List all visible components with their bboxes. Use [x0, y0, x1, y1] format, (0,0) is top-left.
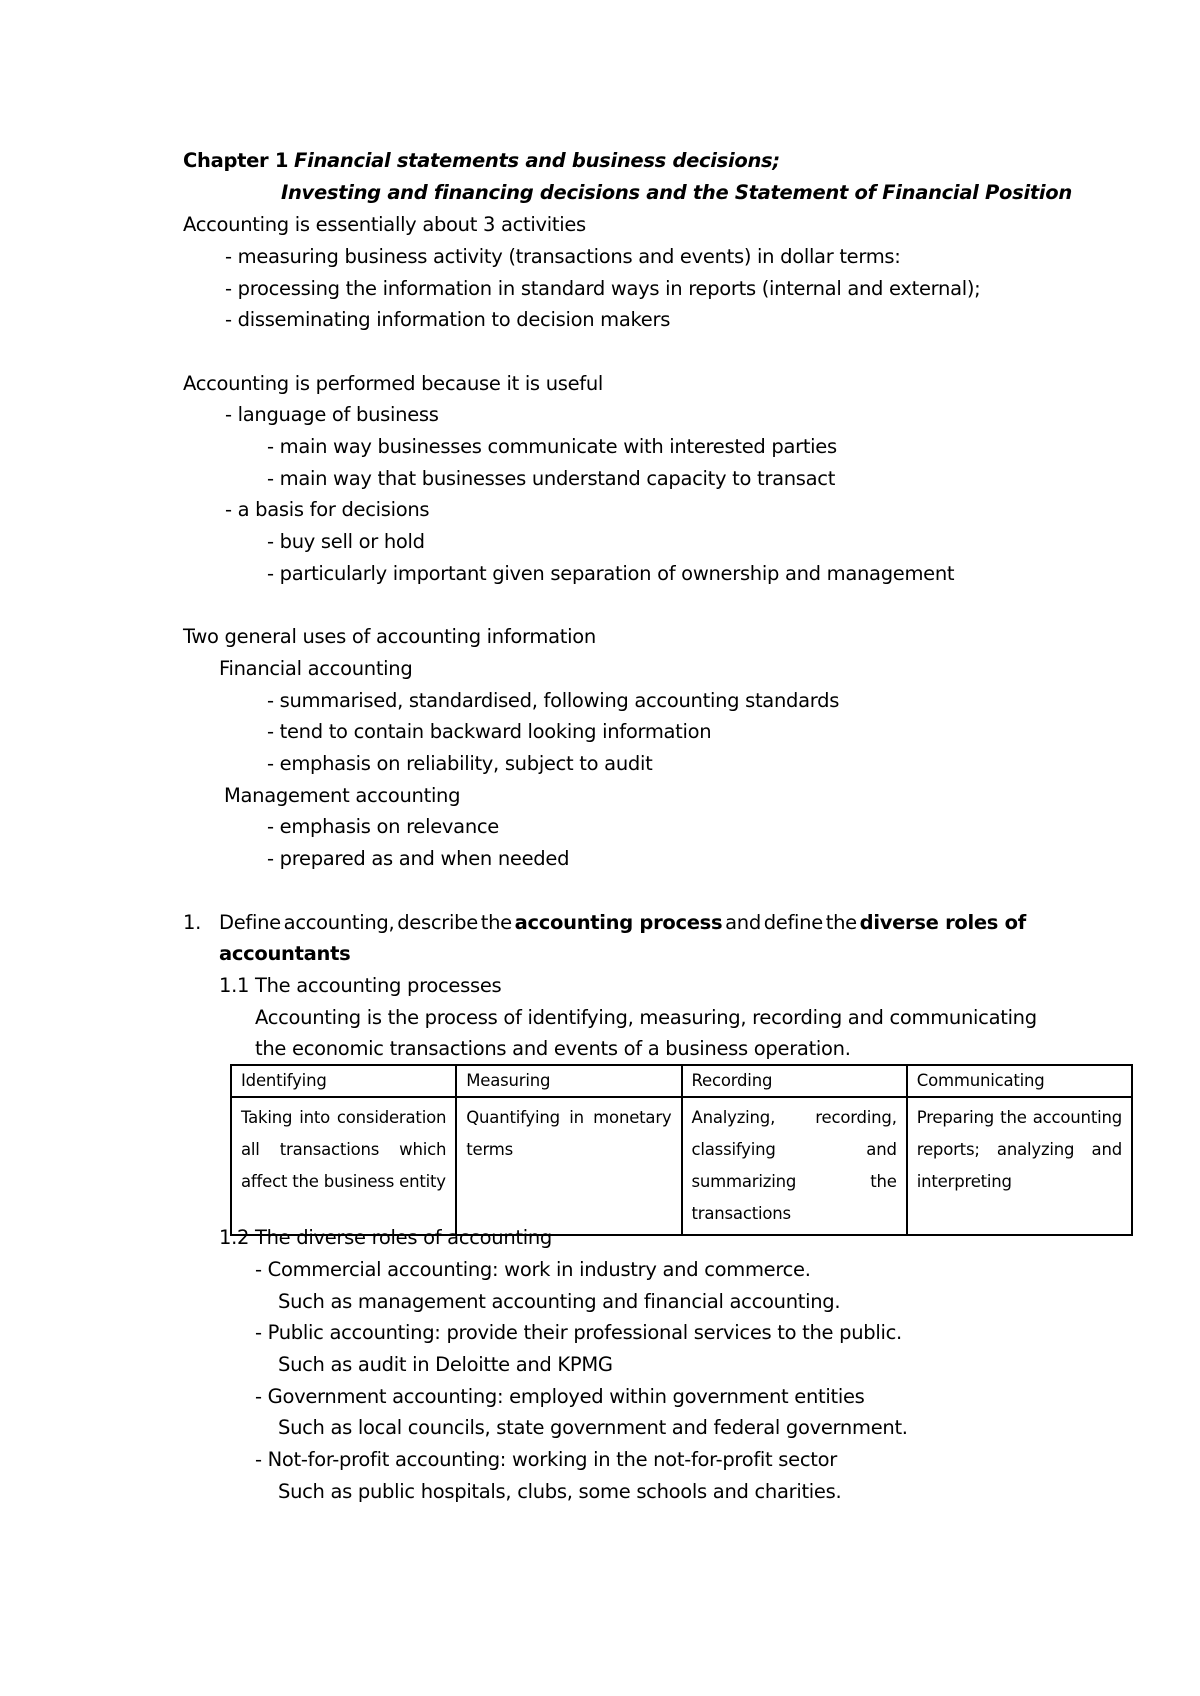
table-cell-line [692, 1198, 897, 1230]
chapter-label: Chapter 1 [183, 149, 289, 172]
table-cell [231, 1097, 456, 1235]
chapter-heading [183, 148, 780, 174]
useful-heading: Accounting is performed because it is useful [183, 372, 604, 395]
table-cell-line [466, 1102, 671, 1134]
table-cell-line [692, 1166, 897, 1198]
table-header: Measuring [456, 1065, 681, 1097]
uses-heading: Two general uses of accounting information [183, 625, 596, 648]
table-cell-word: Quantifying [466, 1108, 560, 1127]
table-cell-word: and [1091, 1140, 1122, 1159]
financial-item: - summarised, standardised, following accounting standards [267, 689, 840, 712]
table-cell-line [917, 1102, 1122, 1134]
accounting-process-table [230, 1064, 1133, 1236]
table-cell-word: consideration [336, 1108, 447, 1127]
section-title-word: describe [397, 911, 478, 934]
table-cell-word: which [399, 1140, 447, 1159]
useful-basis: - a basis for decisions [225, 498, 430, 521]
table-cell-word: Preparing [916, 1108, 995, 1127]
table-cell-word: classifying [691, 1140, 776, 1159]
role-item: - Commercial accounting: work in industry and commerce. [255, 1258, 811, 1281]
role-example: Such as local councils, state government and federal government. [278, 1416, 908, 1439]
basis-item: - particularly important given separation of ownership and management [267, 562, 955, 585]
activity-item: - processing the information in standard ways in reports (internal and external); [225, 277, 981, 300]
table-cell-word: monetary [593, 1108, 672, 1127]
table-cell-word: analyzing [996, 1140, 1075, 1159]
section-title-word: and [725, 911, 761, 934]
table-cell-word: into [299, 1108, 331, 1127]
table-cell-word: the [870, 1172, 897, 1191]
section-title-word: accounting process [514, 911, 723, 934]
table-row [231, 1097, 1132, 1235]
table-cell-line [917, 1166, 1122, 1198]
table-header: Recording [682, 1065, 907, 1097]
role-example: Such as public hospitals, clubs, some schools and charities. [278, 1480, 842, 1503]
management-item: - emphasis on relevance [267, 815, 500, 838]
section-title-word: the [480, 911, 512, 934]
table-header: Communicating [907, 1065, 1132, 1097]
table-cell-word: Analyzing, [691, 1108, 776, 1127]
table-cell-line [241, 1134, 446, 1166]
financial-accounting-label: Financial accounting [219, 657, 413, 680]
section-title-word: accounting, [283, 911, 395, 934]
table-cell-line [917, 1134, 1122, 1166]
role-item: - Public accounting: provide their professional services to the public. [255, 1321, 902, 1344]
management-item: - prepared as and when needed [267, 847, 570, 870]
chapter-title-line2: Investing and financing decisions and the Statement of Financial Position [281, 181, 1072, 204]
section-number: 1. [183, 911, 202, 934]
table-cell-word: accounting [1032, 1108, 1122, 1127]
management-accounting-label: Management accounting [224, 784, 461, 807]
role-example: Such as management accounting and financial accounting. [278, 1290, 841, 1313]
chapter-title-line1: Financial statements and business decisions; [294, 149, 780, 172]
section-title-word: Define [219, 911, 281, 934]
language-item: - main way businesses communicate with interested parties [267, 435, 837, 458]
financial-item: - emphasis on reliability, subject to audit [267, 752, 653, 775]
table-cell [907, 1097, 1132, 1235]
subsection-title: 1.1 The accounting processes [219, 974, 502, 997]
table-cell-word: Taking [241, 1108, 293, 1127]
useful-language: - language of business [225, 403, 439, 426]
table-cell-word: affect the business entity [241, 1172, 446, 1191]
table-cell-word: summarizing [691, 1172, 797, 1191]
basis-item: - buy sell or hold [267, 530, 425, 553]
activity-item: - measuring business activity (transactions and events) in dollar terms: [225, 245, 901, 268]
table-cell-word: all [241, 1140, 260, 1159]
section-title-word: the [825, 911, 857, 934]
table-cell-word: the [1000, 1108, 1027, 1127]
section-title-line1 [219, 910, 1026, 936]
table-cell-word: reports; [916, 1140, 980, 1159]
table-cell-line [466, 1134, 671, 1166]
table-cell-word: recording, [815, 1108, 897, 1127]
process-text: the economic transactions and events of a business operation. [255, 1037, 851, 1060]
activity-item: - disseminating information to decision makers [225, 308, 671, 331]
table-cell-line [241, 1166, 446, 1198]
table-cell-word: terms [466, 1140, 514, 1159]
section-title-word: diverse roles of [859, 911, 1026, 934]
language-item: - main way that businesses understand capacity to transact [267, 467, 836, 490]
section-title-line2: accountants [219, 942, 351, 965]
role-item: - Government accounting: employed within government entities [255, 1385, 865, 1408]
table-cell [456, 1097, 681, 1235]
subsection-title: 1.2 The diverse roles of accounting [219, 1226, 553, 1249]
role-item: - Not-for-profit accounting: working in the not-for-profit sector [255, 1448, 837, 1471]
financial-item: - tend to contain backward looking information [267, 720, 712, 743]
activities-heading: Accounting is essentially about 3 activities [183, 213, 586, 236]
table-cell-word: interpreting [916, 1172, 1012, 1191]
section-title-word: define [763, 911, 823, 934]
table-cell-word: transactions [279, 1140, 380, 1159]
table-header-row [231, 1065, 1132, 1097]
process-text: Accounting is the process of identifying, measuring, recording and communicating [255, 1006, 1037, 1029]
table-cell [682, 1097, 907, 1235]
table-header: Identifying [231, 1065, 456, 1097]
table-cell-word: and [866, 1140, 897, 1159]
role-example: Such as audit in Deloitte and KPMG [278, 1353, 613, 1376]
table-cell-line [692, 1102, 897, 1134]
table-cell-word: transactions [691, 1204, 791, 1223]
table-cell-line [692, 1134, 897, 1166]
table-cell-line [241, 1102, 446, 1134]
table-cell-word: in [569, 1108, 584, 1127]
